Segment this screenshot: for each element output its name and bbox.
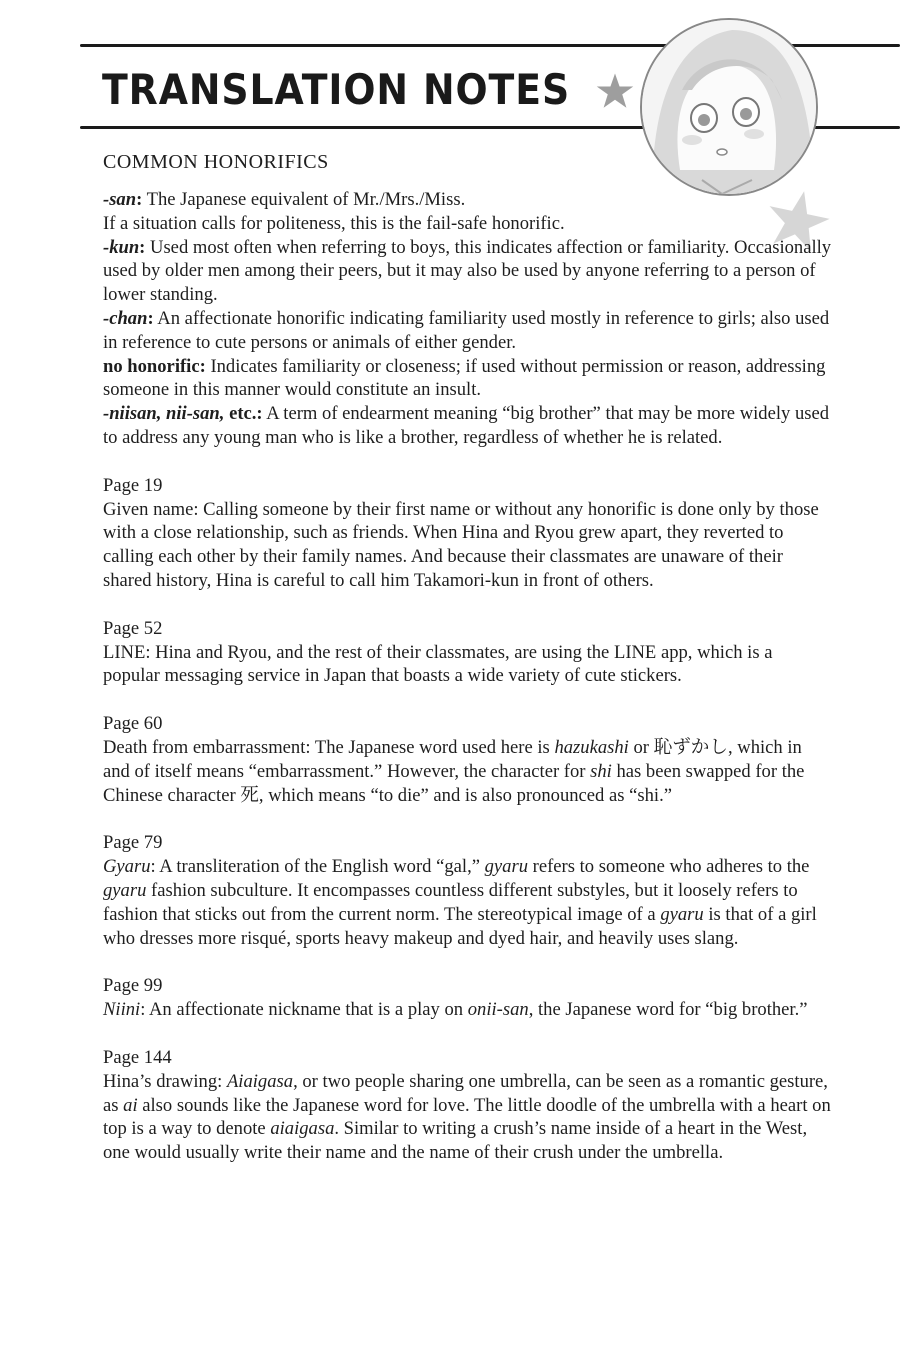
honorific-san-note (103, 212, 833, 236)
honorific-none (103, 355, 833, 403)
note-segment: . Similar to writing a crush’s name inside of a heart in the West, one would usually write their name and the name of their crush under the umbrella. (103, 1118, 808, 1164)
note-segment: Death from embarrassment: The Japanese word used here is (103, 736, 555, 758)
note-block (103, 474, 833, 593)
note-block (103, 831, 833, 950)
honorific-kun (103, 236, 833, 307)
note-term: gyaru (484, 856, 529, 878)
note-term: onii-san (467, 999, 529, 1021)
note-page-label: Page 60 (103, 713, 163, 735)
honorific-text: An affectionate honorific indicating familiarity used mostly in reference to girls; also used in reference to cute persons or animals of either gender. (103, 307, 830, 353)
character-portrait (640, 18, 818, 196)
honorific-chan (103, 307, 833, 355)
note-page-label: Page 144 (103, 1046, 172, 1068)
note-term: ai (123, 1094, 138, 1116)
note-term: Aiaigasa (226, 1070, 294, 1092)
note-text (103, 1070, 833, 1165)
honorific-text: Used most often when referring to boys, this indicates affection or familiarity. Occasionally used by older men among their peers, but it may also be used by anyone referring to a person of lower standing. (103, 236, 832, 306)
note-term: Niini (103, 999, 141, 1021)
note-segment: , or two people sharing one umbrella, can be seen as a romantic gesture, as (103, 1070, 828, 1116)
note-segment: fashion subculture. It encompasses countless different substyles, but it loosely refers to fashion that sticks out from the current norm. The stereotypical image of a (103, 879, 798, 925)
note-block (103, 712, 833, 807)
honorifics-list (103, 188, 833, 450)
note-term: gyaru (103, 879, 147, 901)
note-text (103, 736, 833, 807)
note-text (103, 998, 833, 1022)
honorific-term: -san (103, 189, 137, 210)
note-segment: also sounds like the Japanese word for love. The little doodle of the umbrella with a heart on top is a way to denote (103, 1094, 831, 1140)
note-segment: or 恥ずかし, which in and of itself means “embarrassment.” However, the character for (103, 736, 802, 782)
note-segment: has been swapped for the Chinese character 死, which means “to die” and is also pronounced as “shi.” (103, 760, 805, 806)
note-page-label: Page 79 (103, 832, 163, 854)
honorific-term: -niisan, nii-san, (103, 403, 225, 425)
note-term: hazukashi (554, 736, 629, 758)
notes-content (103, 148, 833, 1165)
star-icon (596, 72, 634, 110)
note-block (103, 1046, 833, 1165)
note-term: aiaigasa (270, 1118, 335, 1140)
honorific-suffix: etc.: (224, 403, 263, 425)
honorific-colon: : (136, 189, 143, 210)
honorific-text: Indicates familiarity or closeness; if used without permission or reason, addressing someone in this manner would constitute an insult. (103, 355, 826, 401)
note-segment: LINE: Hina and Ryou, and the rest of their classmates, are using the LINE app, which is a popular messaging service in Japan that boasts a wide variety of cute stickers. (103, 641, 773, 687)
honorific-colon: : (139, 236, 146, 258)
honorific-colon: : (147, 307, 154, 329)
note-text (103, 855, 833, 950)
note-segment: refers to someone who adheres to the (528, 856, 810, 878)
note-segment: : A transliteration of the English word “gal,” (150, 856, 485, 878)
note-block (103, 974, 833, 1022)
note-text (103, 498, 833, 593)
honorific-niisan (103, 402, 833, 450)
honorific-term: -chan (103, 307, 148, 329)
note-block (103, 617, 833, 688)
note-term: shi (590, 760, 612, 782)
honorific-term: no honorific: (103, 355, 206, 377)
honorific-term: -kun (103, 236, 140, 258)
note-text (103, 641, 833, 689)
honorific-text: If a situation calls for politeness, this is the fail-safe honorific. (103, 212, 565, 234)
note-segment: is that of a girl who dresses more risqué, sports heavy makeup and dyed hair, and heavily uses slang. (103, 903, 817, 949)
note-page-label: Page 99 (103, 975, 163, 997)
note-page-label: Page 52 (103, 617, 163, 639)
note-segment: , the Japanese word for “big brother.” (528, 999, 808, 1021)
page-title: TRANSLATION NOTES (102, 65, 571, 114)
note-term: Gyaru (103, 856, 151, 878)
section-heading: COMMON HONORIFICS (103, 151, 329, 173)
note-segment: : An affectionate nickname that is a play on (140, 999, 468, 1021)
note-term: gyaru (660, 903, 704, 925)
honorific-text: The Japanese equivalent of Mr./Mrs./Miss. (142, 189, 466, 210)
note-segment: Given name: Calling someone by their first name or without any honorific is done only by those with a close relationship, such as friends. When Hina and Ryou grew apart, they reverted to calling each other by their family names. And because their classmates are unaware of their shared history, Hina is careful to call him Takamori-kun in front of others. (103, 498, 819, 591)
page-notes (103, 474, 833, 1165)
note-segment: Hina’s drawing: (103, 1070, 227, 1092)
note-page-label: Page 19 (103, 474, 163, 496)
honorific-text: A term of endearment meaning “big brother” that may be more widely used to address any young man who is like a brother, regardless of whether he is related. (103, 403, 830, 448)
